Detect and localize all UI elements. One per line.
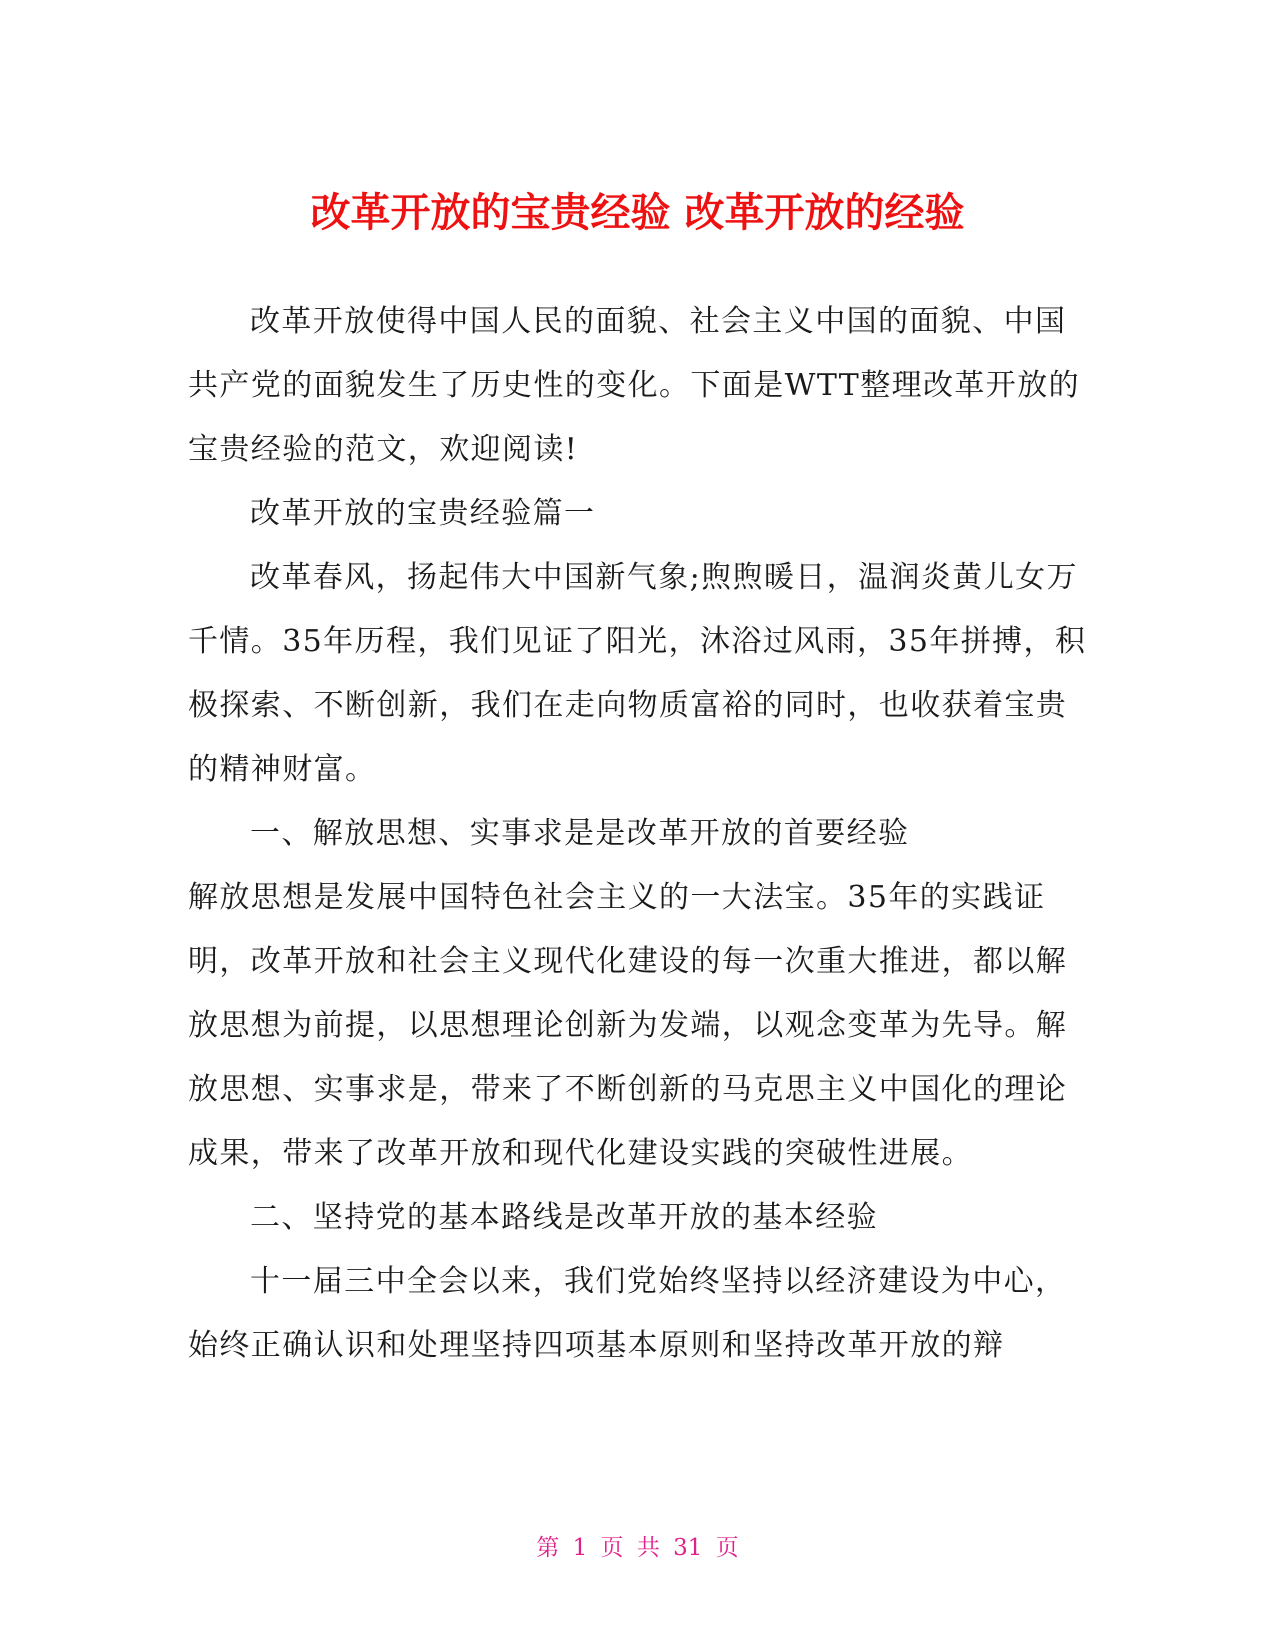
section-heading-part-one: 改革开放的宝贵经验篇一 xyxy=(250,496,596,531)
page-number-footer: 第 1 页 共 31 页 xyxy=(536,1535,739,1561)
document-body xyxy=(188,290,1088,1378)
subheading-second-experience: 二、坚持党的基本路线是改革开放的基本经验 xyxy=(250,1200,878,1235)
paragraph-emancipating-mind: 解放思想是发展中国特色社会主义的一大法宝。35年的实践证明，改革开放和社会主义现代化建设的每一次重大推进，都以解放思想为前提，以思想理论创新为发端，以观念变革为先导。解放思想、实事求是，带来了不断创新的马克思主义中国化的理论成果，带来了改革开放和现代化建设实践的突破性进展。 xyxy=(188,880,1068,1171)
subheading-first-experience: 一、解放思想、实事求是是改革开放的首要经验 xyxy=(250,816,910,851)
paragraph-intro: 改革开放使得中国人民的面貌、社会主义中国的面貌、中国共产党的面貌发生了历史性的变化。下面是WTT整理改革开放的宝贵经验的范文，欢迎阅读! xyxy=(188,304,1081,467)
paragraph-third-plenum: 十一届三中全会以来，我们党始终坚持以经济建设为中心，始终正确认识和处理坚持四项基本原则和坚持改革开放的辩 xyxy=(188,1264,1067,1363)
page-title: 改革开放的宝贵经验 改革开放的经验 xyxy=(310,189,965,236)
paragraph-spring-wind: 改革春风，扬起伟大中国新气象;煦煦暖日，温润炎黄儿女万千情。35年历程，我们见证了阳光，沐浴过风雨，35年拼搏，积极探索、不断创新，我们在走向物质富裕的同时，也收获着宝贵的精神财富。 xyxy=(188,560,1087,787)
